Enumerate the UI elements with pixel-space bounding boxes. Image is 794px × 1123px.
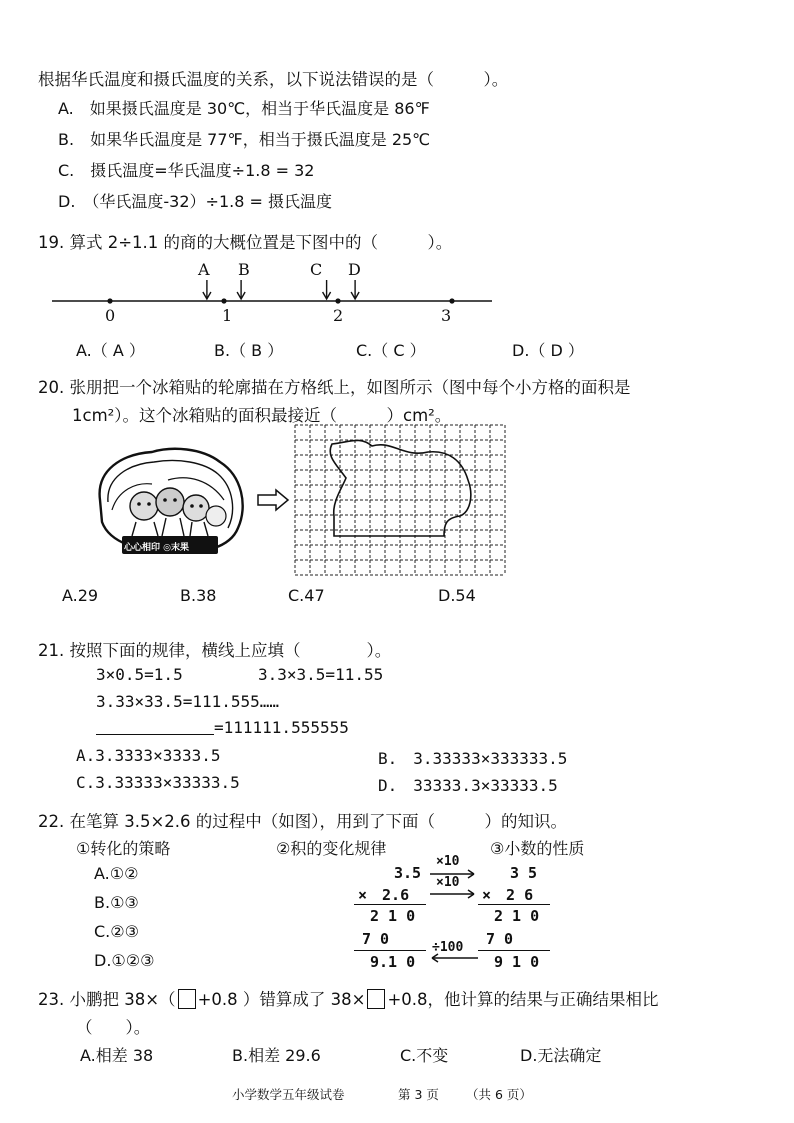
calc-right-multiplicand: 3 5 — [510, 864, 538, 882]
q22-option-a: A.①② — [94, 864, 139, 883]
calc-left-line-1 — [354, 904, 426, 905]
number-line-tick-2 — [335, 298, 340, 303]
footer-total: （共 6 页） — [466, 1087, 532, 1102]
q23-stem-line2: （ ）。 — [76, 1018, 151, 1037]
q21-pattern-1b: 3.3×3.5=11.55 — [258, 665, 384, 684]
q19-option-a: A.（ A ） — [76, 341, 145, 360]
q22-option-b: B.①③ — [94, 893, 139, 912]
q18-option-d: D. （华氏温度-32）÷1.8 = 摄氏温度 — [58, 192, 332, 211]
calc-left-multiplicand: 3.5 — [394, 864, 422, 882]
q19-stem: 19. 算式 2÷1.1 的商的大概位置是下图中的（ ）。 — [38, 233, 453, 252]
q21-pattern-2: 3.33×33.5=111.555…… — [96, 692, 280, 711]
calc-right-partial-1: 2 1 0 — [494, 907, 540, 925]
q22-option-d: D.①②③ — [94, 951, 155, 970]
q18-option-a: A. 如果摄氏温度是 30℃，相当于华氏温度是 86℉ — [58, 99, 430, 118]
outline-arrow-icon — [256, 488, 290, 512]
arrow-label-times10-b: ×10 — [436, 875, 460, 890]
q22-stem: 22. 在笔算 3.5×2.6 的过程中（如图），用到了下面（ ）的知识。 — [38, 812, 568, 831]
q20-stem-line2: 1cm²）。这个冰箱贴的面积最接近（ ）cm²。 — [72, 406, 452, 425]
q23-option-a: A.相差 38 — [80, 1046, 154, 1065]
q21-pattern-3: =111111.555555 — [96, 718, 349, 737]
knowledge-2: ②积的变化规律 — [276, 839, 387, 858]
q18-stem: 根据华氏温度和摄氏温度的关系，以下说法错误的是（ ）。 — [38, 70, 509, 89]
q21-option-a: A.3.3333×3333.5 — [76, 746, 221, 765]
tick-label-0: 0 — [105, 306, 116, 325]
calc-right-multiplier: × 2 6 — [482, 886, 534, 904]
q19-option-d: D.（ D ） — [512, 341, 584, 360]
q20-option-d: D.54 — [438, 586, 476, 605]
calc-left-product: 9.1 0 — [370, 953, 416, 971]
number-line-arrow-d — [351, 280, 359, 299]
q18-option-c: C. 摄氏温度=华氏温度÷1.8 = 32 — [58, 161, 315, 180]
q23-stem: 23. 小鹏把 38×（ +0.8 ）错算成了 38× +0.8，他计算的结果与正确结果相比 — [38, 990, 659, 1009]
footer-subject: 小学数学五年级试卷 — [232, 1087, 345, 1102]
calc-right-partial-2: 7 0 — [486, 930, 514, 948]
q21-option-b: B. 3.33333×333333.5 — [378, 749, 568, 768]
q20-option-c: C.47 — [288, 586, 325, 605]
mark-label-a: A — [198, 260, 210, 279]
tick-label-1: 1 — [222, 306, 233, 325]
q21-stem: 21. 按照下面的规律，横线上应填（ ）。 — [38, 641, 392, 660]
q21-pattern-1a: 3×0.5=1.5 — [96, 665, 183, 684]
q19-option-c: C.（ C ） — [356, 341, 426, 360]
tick-label-2: 2 — [333, 306, 344, 325]
number-line-tick-0 — [107, 298, 112, 303]
knowledge-3: ③小数的性质 — [490, 839, 585, 858]
number-line-arrow-b — [237, 280, 245, 299]
magnet-caption: 心心相印 ◎末果 — [124, 543, 189, 553]
q21-option-d: D. 33333.3×33333.5 — [378, 776, 558, 795]
answer-blank[interactable] — [96, 718, 214, 735]
grid-paper — [294, 424, 506, 576]
q23-option-d: D.无法确定 — [520, 1046, 602, 1065]
q22-option-c: C.②③ — [94, 922, 139, 941]
footer-page: 第 3 页 — [398, 1087, 439, 1102]
q20-option-b: B.38 — [180, 586, 217, 605]
number-line-tick-1 — [221, 298, 226, 303]
calc-right-line-1 — [478, 904, 550, 905]
calc-left-partial-1: 2 1 0 — [370, 907, 416, 925]
tick-label-3: 3 — [441, 306, 452, 325]
number-line-arrow-c — [323, 280, 331, 299]
calc-right-line-2 — [478, 950, 550, 951]
mark-label-d: D — [348, 260, 361, 279]
unknown-box-1 — [178, 989, 196, 1009]
number-line-arrow-a — [203, 280, 211, 299]
q23-option-c: C.不变 — [400, 1046, 449, 1065]
calc-right-product: 9 1 0 — [494, 953, 540, 971]
knowledge-1: ①转化的策略 — [76, 839, 171, 858]
mark-label-c: C — [310, 260, 323, 279]
q23-option-b: B.相差 29.6 — [232, 1046, 321, 1065]
unknown-box-2 — [367, 989, 385, 1009]
mark-label-b: B — [238, 260, 250, 279]
calc-left-partial-2: 7 0 — [362, 930, 390, 948]
calc-left-multiplier: × 2.6 — [358, 886, 410, 904]
q20-option-a: A.29 — [62, 586, 99, 605]
q18-option-b: B. 如果华氏温度是 77℉，相当于摄氏温度是 25℃ — [58, 130, 431, 149]
calc-left-line-2 — [354, 950, 426, 951]
arrow-label-times10-a: ×10 — [436, 854, 460, 869]
q21-option-c: C.3.33333×33333.5 — [76, 773, 240, 792]
arrow-label-div100: ÷100 — [432, 940, 464, 955]
number-line-tick-3 — [449, 298, 454, 303]
q20-stem-line1: 20. 张朋把一个冰箱贴的轮廓描在方格纸上，如图所示（图中每个小方格的面积是 — [38, 378, 631, 397]
q19-option-b: B.（ B ） — [214, 341, 284, 360]
